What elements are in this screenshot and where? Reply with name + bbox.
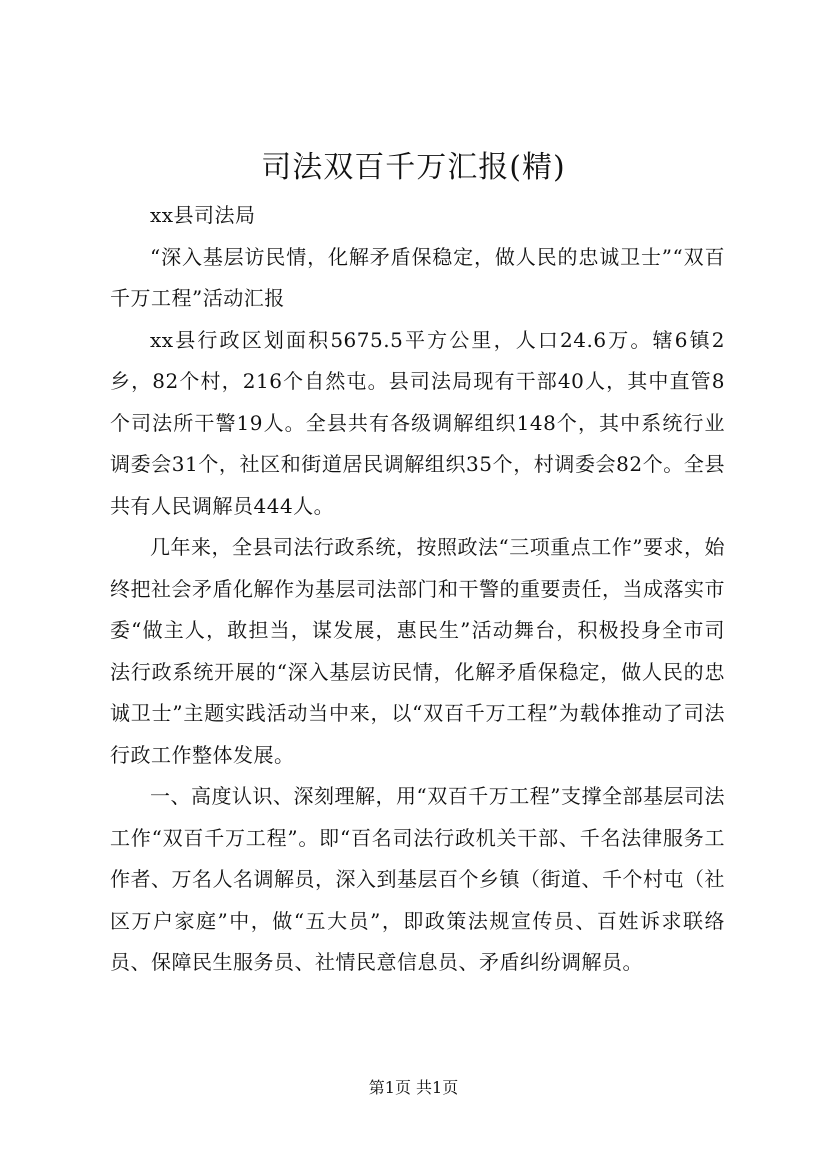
paragraph-section-one: 一、高度认识、深刻理解，用“双百千万工程”支撑全部基层司法工作“双百千万工程”。即“百名司法行政机关干部、千名法律服务工作者、万名人名调解员，深入到基层百个乡镇（街道、千个村屯（社区万户家庭”中，做“五大员”，即政策法规宣传员、百姓诉求联络员、保障民生服务员、社情民意信息员、矛盾纠纷调解员。 — [110, 784, 725, 974]
document-title: 司法双百千万汇报(精) — [261, 150, 566, 185]
document-body — [110, 195, 725, 984]
paragraph-author: xx县司法局 — [150, 203, 256, 227]
page-footer: 第1页 共1页 — [368, 1078, 459, 1097]
paragraph-subtitle: “深入基层访民情，化解矛盾保稳定，做人民的忠诚卫士”“双百千万工程”活动汇报 — [110, 244, 725, 310]
paragraph-background: 几年来，全县司法行政系统，按照政法“三项重点工作”要求，始终把社会矛盾化解作为基层司法部门和干警的重要责任，当成落实市委“做主人，敢担当，谋发展，惠民生”活动舞台，积极投身全市司法行政系统开展的“深入基层访民情，化解矛盾保稳定，做人民的忠诚卫士”主题实践活动当中来，以“双百千万工程”为载体推动了司法行政工作整体发展。 — [110, 535, 725, 767]
paragraph-overview: xx县行政区划面积5675.5平方公里，人口24.6万。辖6镇2乡，82个村，216个自然屯。县司法局现有干部40人，其中直管8个司法所干警19人。全县共有各级调解组织148个，其中系统行业调委会31个，社区和街道居民调解组织35个，村调委会82个。全县共有人民调解员444人。 — [110, 327, 725, 518]
